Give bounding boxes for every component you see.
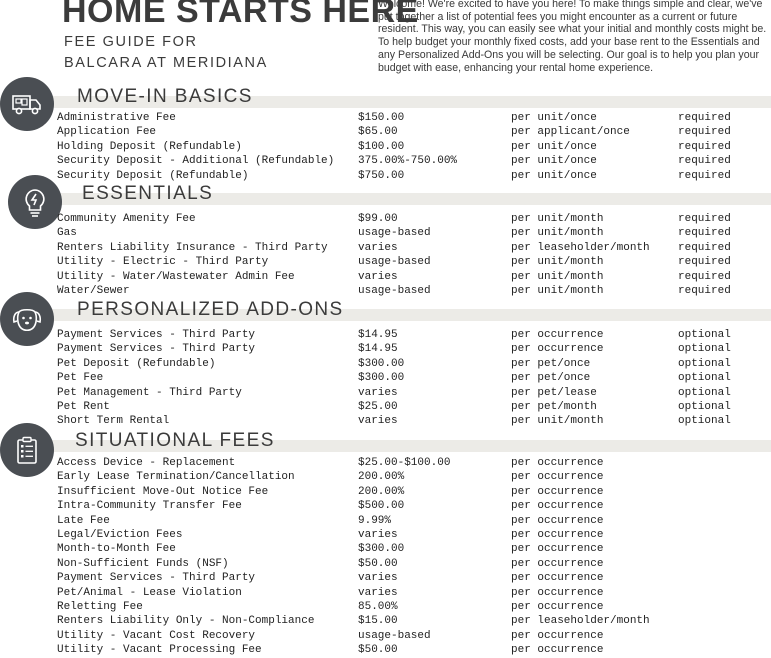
fee-frequency: per occurrence — [511, 644, 604, 657]
fee-amount: usage-based — [358, 285, 431, 297]
section-title-situational: SITUATIONAL FEES — [75, 430, 275, 451]
fee-name: Non-Sufficient Funds (NSF) — [57, 557, 229, 570]
fee-amount: $50.00 — [358, 644, 398, 657]
fee-frequency: per leaseholder/month — [511, 241, 650, 254]
fee-amount: varies — [358, 241, 398, 254]
fee-name: Pet Deposit (Refundable) — [57, 357, 216, 370]
fee-requirement: optional — [678, 329, 731, 341]
fee-name: Holding Deposit (Refundable) — [57, 140, 242, 153]
fee-name: Intra-Community Transfer Fee — [57, 500, 242, 513]
fee-name: Renters Liability Insurance - Third Party — [57, 241, 328, 254]
fee-row — [0, 226, 771, 240]
intro-line: budget with ease, enhancing your rental home experience. — [378, 61, 654, 74]
fee-name: Pet Fee — [57, 372, 104, 385]
fee-requirement: optional — [678, 386, 731, 399]
fee-frequency: per unit/once — [511, 169, 597, 182]
fee-row — [0, 586, 771, 600]
fee-row — [0, 241, 771, 255]
fee-frequency: per applicant/once — [511, 126, 630, 139]
fee-amount: $750.00 — [358, 169, 405, 182]
fee-requirement: optional — [678, 415, 731, 428]
fee-row — [0, 357, 771, 371]
fee-amount: $65.00 — [358, 126, 398, 139]
fee-row — [0, 125, 771, 139]
fee-requirement: required — [678, 155, 731, 168]
fee-row — [0, 557, 771, 571]
fee-row — [0, 470, 771, 484]
fee-amount: $150.00 — [358, 112, 405, 124]
fee-frequency: per pet/once — [511, 357, 591, 370]
fee-row — [0, 600, 771, 614]
fee-name: Pet Management - Third Party — [57, 386, 242, 399]
intro-line: put together a list of potential fees you might encounter as a current or future — [378, 10, 738, 23]
fee-amount: varies — [358, 572, 398, 585]
fee-frequency: per unit/month — [511, 285, 604, 297]
fee-frequency: per occurrence — [511, 471, 604, 484]
fee-amount: usage-based — [358, 227, 431, 240]
fee-name: Payment Services - Third Party — [57, 329, 256, 341]
fee-row — [0, 456, 771, 470]
fee-amount: varies — [358, 586, 398, 599]
fee-requirement: required — [678, 140, 731, 153]
fee-frequency: per occurrence — [511, 572, 604, 585]
intro-line: To help budget your monthly fixed costs, add your base rent to the Essentials and — [378, 36, 760, 49]
fee-row — [0, 212, 771, 226]
fee-frequency: per leaseholder/month — [511, 615, 650, 628]
fee-requirement: required — [678, 241, 731, 254]
fee-requirement: required — [678, 256, 731, 269]
fee-name: Community Amenity Fee — [57, 213, 196, 225]
fee-amount: $300.00 — [358, 372, 405, 385]
fee-name: Month-to-Month Fee — [57, 543, 176, 556]
fee-name: Late Fee — [57, 514, 110, 527]
fee-frequency: per unit/month — [511, 256, 604, 269]
fee-name: Reletting Fee — [57, 601, 143, 613]
fee-row — [0, 400, 771, 414]
fee-frequency: per pet/month — [511, 401, 597, 413]
fee-frequency: per unit/month — [511, 227, 604, 240]
fee-frequency: per unit/month — [511, 415, 604, 428]
section-title-addons: PERSONALIZED ADD-ONS — [77, 299, 344, 320]
subtitle-line-2: BALCARA AT MERIDIANA — [64, 55, 268, 71]
fee-frequency: per occurrence — [511, 629, 604, 642]
fee-requirement: required — [678, 112, 731, 124]
fee-frequency: per occurrence — [511, 514, 604, 527]
fee-frequency: per pet/once — [511, 372, 591, 385]
fee-row — [0, 328, 771, 342]
fee-frequency: per occurrence — [511, 529, 604, 541]
fee-amount: $14.95 — [358, 329, 398, 341]
fee-requirement: optional — [678, 372, 731, 385]
fee-requirement: required — [678, 270, 731, 283]
fee-frequency: per unit/once — [511, 140, 597, 153]
fee-name: Renters Liability Only - Non-Compliance — [57, 615, 315, 628]
fee-row — [0, 284, 771, 298]
fee-amount: $14.95 — [358, 343, 398, 356]
fee-name: Insufficient Move-Out Notice Fee — [57, 485, 269, 498]
fee-row — [0, 571, 771, 585]
fee-requirement: required — [678, 126, 731, 139]
fee-requirement: required — [678, 213, 731, 225]
fee-row — [0, 485, 771, 499]
fee-amount: varies — [358, 415, 398, 428]
fee-requirement: required — [678, 227, 731, 240]
fee-row — [0, 154, 771, 168]
fee-name: Utility - Vacant Cost Recovery — [57, 629, 256, 642]
fee-row — [0, 643, 771, 657]
fee-amount: $15.00 — [358, 615, 398, 628]
intro-line: resident. This way, you can easily see what your initial and monthly costs might be. — [378, 23, 767, 36]
fee-frequency: per pet/lease — [511, 386, 597, 399]
fee-frequency: per unit/month — [511, 270, 604, 283]
fee-amount: $25.00-$100.00 — [358, 457, 451, 469]
fee-amount: varies — [358, 386, 398, 399]
fee-row — [0, 342, 771, 356]
page-title: HOME STARTS HERE — [62, 0, 419, 30]
fee-frequency: per occurrence — [511, 586, 604, 599]
fee-name: Early Lease Termination/Cancellation — [57, 471, 295, 484]
fee-requirement: required — [678, 169, 731, 182]
section-title-essentials: ESSENTIALS — [82, 183, 214, 204]
fee-name: Pet Rent — [57, 401, 110, 413]
fee-amount: $300.00 — [358, 357, 405, 370]
fee-frequency: per occurrence — [511, 343, 604, 356]
fee-requirement: optional — [678, 357, 731, 370]
fee-row — [0, 614, 771, 628]
fee-amount: $500.00 — [358, 500, 405, 513]
section-title-move-in: MOVE-IN BASICS — [77, 86, 253, 107]
fee-frequency: per occurrence — [511, 500, 604, 513]
fee-row — [0, 371, 771, 385]
fee-name: Pet/Animal - Lease Violation — [57, 586, 242, 599]
fee-name: Utility - Water/Wastewater Admin Fee — [57, 270, 295, 283]
fee-frequency: per occurrence — [511, 557, 604, 570]
fee-amount: 9.99% — [358, 514, 392, 527]
intro-line: Welcome! We're excited to have you here! To make things simple and clear, we've — [378, 0, 763, 10]
fee-name: Utility - Electric - Third Party — [57, 256, 269, 269]
fee-amount: $50.00 — [358, 557, 398, 570]
fee-frequency: per occurrence — [511, 457, 604, 469]
fee-frequency: per unit/once — [511, 155, 597, 168]
fee-row — [0, 514, 771, 528]
fee-name: Administrative Fee — [57, 112, 176, 124]
fee-frequency: per unit/once — [511, 112, 597, 124]
fee-frequency: per occurrence — [511, 485, 604, 498]
fee-frequency: per occurrence — [511, 329, 604, 341]
fee-row — [0, 629, 771, 643]
fee-row — [0, 270, 771, 284]
fee-name: Legal/Eviction Fees — [57, 529, 183, 541]
intro-paragraph — [378, 0, 771, 74]
fee-amount: 200.00% — [358, 471, 405, 484]
fee-requirement: optional — [678, 401, 731, 413]
fee-amount: varies — [358, 529, 398, 541]
fee-amount: $300.00 — [358, 543, 405, 556]
fee-row — [0, 140, 771, 154]
fee-amount: 85.00% — [358, 601, 398, 613]
fee-amount: $100.00 — [358, 140, 405, 153]
fee-frequency: per occurrence — [511, 601, 604, 613]
fee-row — [0, 528, 771, 542]
fee-row — [0, 255, 771, 269]
fee-row — [0, 111, 771, 125]
fee-amount: usage-based — [358, 629, 431, 642]
subtitle-line-1: FEE GUIDE FOR — [64, 34, 198, 50]
fee-name: Security Deposit - Additional (Refundable) — [57, 155, 335, 168]
fee-name: Access Device - Replacement — [57, 457, 236, 469]
fee-amount: $25.00 — [358, 401, 398, 413]
fee-frequency: per occurrence — [511, 543, 604, 556]
fee-amount: 200.00% — [358, 485, 405, 498]
fee-amount: $99.00 — [358, 213, 398, 225]
fee-requirement: required — [678, 285, 731, 297]
fee-amount: usage-based — [358, 256, 431, 269]
fee-requirement: optional — [678, 343, 731, 356]
fee-amount: varies — [358, 270, 398, 283]
fee-name: Application Fee — [57, 126, 157, 139]
fee-frequency: per unit/month — [511, 213, 604, 225]
fee-row — [0, 386, 771, 400]
fee-name: Security Deposit (Refundable) — [57, 169, 249, 182]
fee-name: Gas — [57, 227, 77, 240]
fee-row — [0, 169, 771, 183]
fee-amount: 375.00%-750.00% — [358, 155, 458, 168]
intro-line: any Personalized Add-Ons you will be selecting. Our goal is to help you plan your — [378, 48, 760, 61]
fee-name: Payment Services - Third Party — [57, 572, 256, 585]
fee-name: Short Term Rental — [57, 415, 170, 428]
fee-name: Utility - Vacant Processing Fee — [57, 644, 262, 657]
fee-row — [0, 414, 771, 428]
fee-name: Water/Sewer — [57, 285, 130, 297]
fee-name: Payment Services - Third Party — [57, 343, 256, 356]
fee-row — [0, 499, 771, 513]
fee-row — [0, 542, 771, 556]
